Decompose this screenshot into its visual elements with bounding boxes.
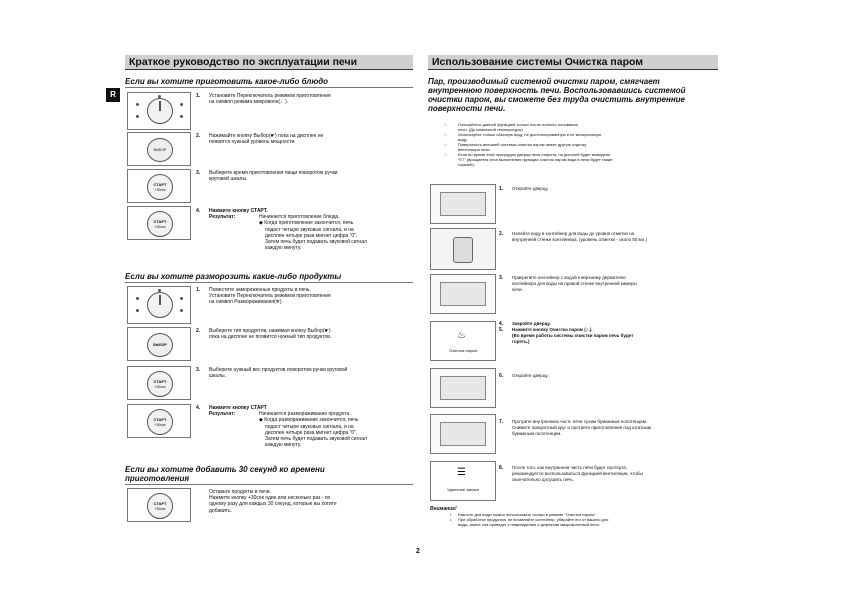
page-number: 2 [416, 548, 420, 555]
steam-step-1: Откройте дверцу. [512, 186, 549, 191]
illustration-oven-open [430, 184, 496, 224]
steam-step-8: После того, как внутренняя часть печи будет протерта, рекомендуется воспользоваться функцией вентиляции, чтобы окончательно досушить печь. [512, 465, 643, 483]
defrost-icon: ❄ [275, 299, 280, 306]
language-tab: R [106, 88, 120, 102]
illustration-wipe [430, 414, 496, 454]
defrost-step-4: Нажмите кнопку СТАРТ Результат: Начинается размораживание продукта. ◆ Когда размораживание закончится, печь подаст четыре звуковых сигнала, и на дисплее четыре раза мигнет цифра "0". Затем печь будет подавать звуковой сигнал каждую минуту. [209, 405, 367, 449]
microwave-icon: ♩ [280, 99, 286, 106]
defrost-step-3: Выберите нужный вес продуктов поворотом ручки круговой шкалы. [209, 367, 348, 380]
illustration-dial-2: СТАРТ +30сек [127, 366, 191, 400]
illustration-select-button-2: ВЫБОР [127, 327, 191, 361]
steam-icon: ♨ [585, 327, 590, 332]
illustration-attach-container [430, 274, 496, 314]
defrost-step-1: Поместите замороженные продукты в печь. Установите Переключатель режимов приготовления на символ Размораживания(❄). [209, 287, 331, 306]
steam-step-7: Протрите внутреннюю часть печи сухим бумажным полотенцем. Снимите поворотный круг и протрите приготовления под штатным бумажным полотенцем. [512, 419, 651, 437]
attention-block: Внимание! • Емкость для воды можно использовать только в режиме "Очистка паром". • При обработке продуктов, не вставляйте контейнер, убирайте его от вашего для воды, иначе она приведет к повреждению и дефектам микроволновой печи. [430, 506, 609, 527]
steam-step-4: Закройте дверцу. [512, 321, 551, 326]
illustration-mode-knob [127, 92, 191, 130]
add30-text: Оставьте продукты в печи. Нажмите кнопку +30сек один или несколько раз - по одному разу для каждых 30 секунд, которые вы хотите добавить. [209, 489, 337, 514]
illustration-start-button-2: СТАРТ +30сек [127, 404, 191, 438]
section-defrost-title: Если вы хотите разморозить какие-либо продукты [125, 272, 342, 281]
steam-intro: Пар, производимый системой очистки паром, смягчает внутреннюю поверхность печи. Воспользовавшись системой очистки паром, вы сможете без труда очистить внутренние поверхности печи. [428, 77, 686, 113]
cook-step-3: Выберите время приготовления пищи поворотом ручки круговой шкалы. [209, 170, 338, 183]
section-add30-title: Если вы хотите добавить 30 секунд ко времени приготовления [125, 465, 325, 483]
steam-notes: ☞ Пользуйтесь данной функцией только после полного остывания печи. (До комнатной температуры) ☞ Используйте только обычную воду, не дистиллированную и не минеральную воду. ☞ Поверхность внешней системы очистки паром имеет другую отделку вентиляции печи. ☞ Если во время этой процедуры дверца печи открыта, на дисплей будет выведено "E7" (вращается игла выполнения функции очистки паром вода в печи будет также горячей). [444, 122, 613, 167]
select-icon: ☛ [324, 328, 330, 334]
left-header: Краткое руководство по эксплуатации печи [125, 55, 413, 70]
illustration-start-button: СТАРТ +30сек [127, 206, 191, 240]
steam-step-6: Откройте дверцу. [512, 373, 549, 378]
illustration-dial: СТАРТ +30сек [127, 169, 191, 203]
steam-icon: ♨ [457, 330, 466, 341]
illustration-start-button-3: СТАРТ +30сек [127, 488, 191, 522]
right-header: Использование системы Очистка паром [428, 55, 718, 70]
cook-step-4: Нажмите кнопку СТАРТ. Результат: Начинается приготовление блюда. ◆ Когда приготовление закончится, печь подаст четыре звуковых сигнала, и на дисплее четыре раза мигнет цифра "0". Затем печь будет подавать звуковой сигнал каждую минуту. [209, 208, 367, 252]
select-icon: ☛ [270, 133, 276, 139]
deodor-icon: ☰ [457, 467, 466, 478]
illustration-select-button: ВЫБОР [127, 132, 191, 166]
steam-step-2: Налейте воду в контейнер для воды до уровня отметки на внутренней стенке контейнера. (уровень отметки - около 50 мл.) [512, 231, 648, 243]
steam-step-3: Прикрепите контейнер с водой к верхнему держателю контейнера для воды на правой стенке внутренней камеры печи. [512, 275, 637, 293]
illustration-deodor-button: ☰ Удаление запаха [430, 461, 496, 501]
steam-step-5: Нажмите кнопку Очистка паром (♨). (Во время работы системы очистки паром печь будет гореть.) [512, 327, 634, 345]
illustration-steam-button: Очистка паром ♨ [430, 321, 496, 361]
cook-step-1: Установите Переключатель режимов приготовления на символ режима микроволн(♩). [209, 93, 331, 106]
illustration-oven-open-2 [430, 368, 496, 408]
defrost-step-2: Выберите тип продуктов, нажимая кнопку Выбор(☛) пока на дисплее не появится нужный тип продуктов. [209, 328, 332, 341]
illustration-mode-knob-2 [127, 286, 191, 324]
cook-step-2: Нажимайте кнопку Выбор(☛) пока на дисплее не появится нужный уровень мощности. [209, 133, 324, 146]
illustration-fill-water [430, 228, 496, 270]
section-cook-title: Если вы хотите приготовить какое-либо блюдо [125, 77, 329, 86]
